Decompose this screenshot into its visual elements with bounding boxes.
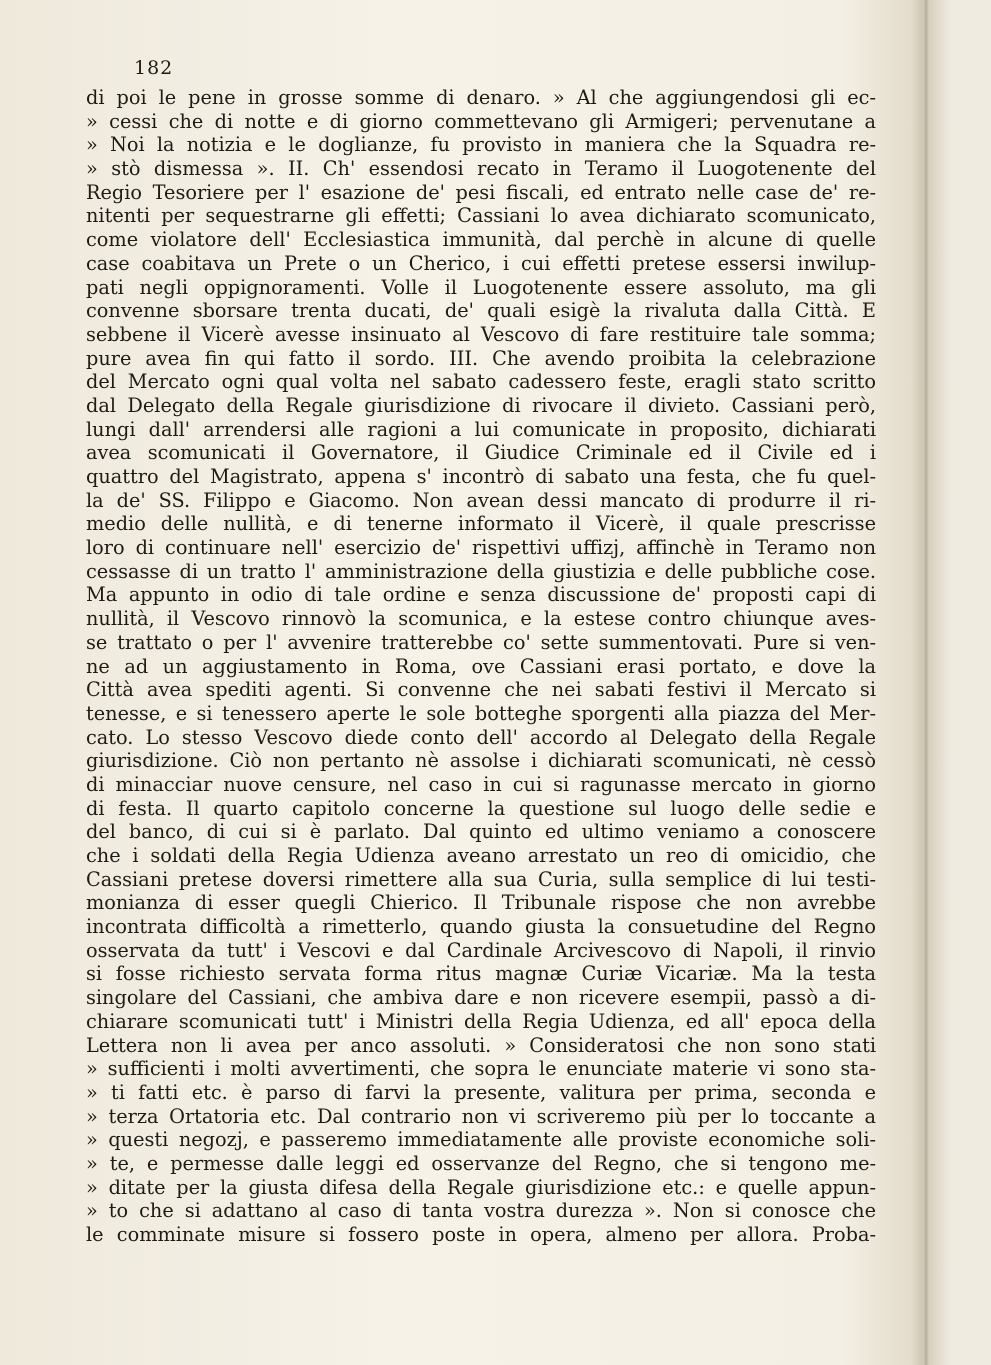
text-line: singolare del Cassiani, che ambiva dare e non ricevere esempii, passò a di- xyxy=(86,986,876,1010)
text-line: dal Delegato della Regale giurisdizione di rivocare il divieto. Cassiani però, xyxy=(86,393,876,417)
text-line: tenesse, e si tenessero aperte le sole botteghe sporgenti alla piazza del Mer- xyxy=(86,701,876,725)
text-line: pati negli oppignoramenti. Volle il Luogotenente essere assoluto, ma gli xyxy=(86,275,876,299)
text-line: » to che si adattano al caso di tanta vostra durezza ». Non si conosce che xyxy=(86,1199,876,1223)
text-line: nullità, il Vescovo rinnovò la scomunica, e la estese contro chiunque aves- xyxy=(86,607,876,631)
text-line: di poi le pene in grosse somme di denaro. » Al che aggiungendosi gli ec- xyxy=(86,86,876,109)
text-line: Regio Tesoriere per l' esazione de' pesi fiscali, ed entrato nelle case de' re- xyxy=(86,180,876,204)
page-gutter xyxy=(923,0,929,1365)
text-line: » cessi che di notte e di giorno commettevano gli Armigeri; pervenutane a xyxy=(86,109,876,133)
text-line: avea scomunicati il Governatore, il Giudice Criminale ed il Civile ed i xyxy=(86,441,876,465)
text-line: che i soldati della Regia Udienza aveano arrestato un reo di omicidio, che xyxy=(86,844,876,867)
text-line: » ditate per la giusta difesa della Regale giurisdizione etc.: e quelle appun- xyxy=(86,1175,876,1199)
text-line: ne ad un aggiustamento in Roma, ove Cassiani erasi portato, e dove la xyxy=(86,654,876,678)
text-line: » te, e permesse dalle leggi ed osservanze del Regno, che si tengono me- xyxy=(86,1151,876,1175)
text-line: quattro del Magistrato, appena s' incontrò di sabato una festa, che fu quel- xyxy=(86,465,876,488)
text-line: Cassiani pretese doversi rimettere alla sua Curia, sulla semplice di lui testi- xyxy=(86,867,876,891)
text-line: » ti fatti etc. è parso di farvi la presente, valitura per prima, seconda e xyxy=(86,1080,876,1104)
text-line: nitenti per sequestrarne gli effetti; Cassiani lo avea dichiarato scomunicato, xyxy=(86,204,876,228)
text-line: loro di continuare nell' esercizio de' rispettivi uffizj, affinchè in Teramo non xyxy=(86,536,876,560)
text-line: Città avea spediti agenti. Si convenne che nei sabati festivi il Mercato si xyxy=(86,678,876,702)
text-line: la de' SS. Filippo e Giacomo. Non avean dessi mancato di produrre il ri- xyxy=(86,488,876,512)
text-line: di minacciar nuove censure, nel caso in cui si ragunasse mercato in giorno xyxy=(86,772,876,796)
text-line: giurisdizione. Ciò non pertanto nè assolse i dichiarati scomunicati, nè cessò xyxy=(86,749,876,773)
text-line: Lettera non li avea per anco assoluti. » Consideratosi che non sono stati xyxy=(86,1033,876,1057)
text-line: le comminate misure si fossero poste in opera, almeno per allora. Proba- xyxy=(86,1223,876,1246)
text-line: osservata da tutt' i Vescovi e dal Cardinale Arcivescovo di Napoli, il rinvio xyxy=(86,938,876,962)
text-line: » sufficienti i molti avvertimenti, che sopra le enunciate materie vi sono sta- xyxy=(86,1057,876,1081)
text-line: » stò dismessa ». II. Ch' essendosi recato in Teramo il Luogotenente del xyxy=(86,157,876,181)
text-line: incontrata difficoltà a rimetterlo, quando giusta la consuetudine del Regno xyxy=(86,915,876,939)
text-line: del Mercato ogni qual volta nel sabato cadessero feste, eragli stato scritto xyxy=(86,370,876,394)
text-line: medio delle nullità, e di tenerne informato il Vicerè, il quale prescrisse xyxy=(86,512,876,536)
text-line: » Noi la notizia e le doglianze, fu provisto in maniera che la Squadra re- xyxy=(86,133,876,157)
text-line: monianza di esser quegli Chierico. Il Tribunale rispose che non avrebbe xyxy=(86,891,876,915)
text-line: come violatore dell' Ecclesiastica immunità, dal perchè in alcune di quelle xyxy=(86,228,876,252)
text-line: di festa. Il quarto capitolo concerne la questione sul luogo delle sedie e xyxy=(86,796,876,820)
text-line: Ma appunto in odio di tale ordine e senza discussione de' proposti capi di xyxy=(86,583,876,607)
text-line: cato. Lo stesso Vescovo diede conto dell' accordo al Delegato della Regale xyxy=(86,725,876,749)
text-line: si fosse richiesto servata forma ritus magnæ Curiæ Vicariæ. Ma la testa xyxy=(86,962,876,986)
text-line: case coabitava un Prete o un Cherico, i cui effetti pretese essersi inwilup- xyxy=(86,251,876,275)
page-number: 182 xyxy=(134,57,174,79)
text-line: convenne sborsare trenta ducati, de' quali esigè la rivaluta dalla Città. E xyxy=(86,299,876,323)
text-line: chiarare scomunicati tutt' i Ministri della Regia Udienza, ed all' epoca della xyxy=(86,1009,876,1033)
text-line: cessasse di un tratto l' amministrazione della giustizia e delle pubbliche cose. xyxy=(86,559,876,583)
text-line: » questi negozj, e passeremo immediatamente alle proviste economiche soli- xyxy=(86,1128,876,1152)
text-line: lungi dall' arrendersi alle ragioni a lui comunicate in proposito, dichiarati xyxy=(86,417,876,441)
text-line: se trattato o per l' avvenire tratterebbe co' sette summentovati. Pure si ven- xyxy=(86,630,876,654)
body-text xyxy=(86,86,876,1247)
text-line: pure avea fin qui fatto il sordo. III. Che avendo proibita la celebrazione xyxy=(86,346,876,370)
text-line: » terza Ortatoria etc. Dal contrario non vi scriveremo più per lo toccante a xyxy=(86,1104,876,1128)
text-line: sebbene il Vicerè avesse insinuato al Vescovo di fare restituire tale somma; xyxy=(86,322,876,346)
text-line: del banco, di cui si è parlato. Dal quinto ed ultimo veniamo a conoscere xyxy=(86,820,876,844)
